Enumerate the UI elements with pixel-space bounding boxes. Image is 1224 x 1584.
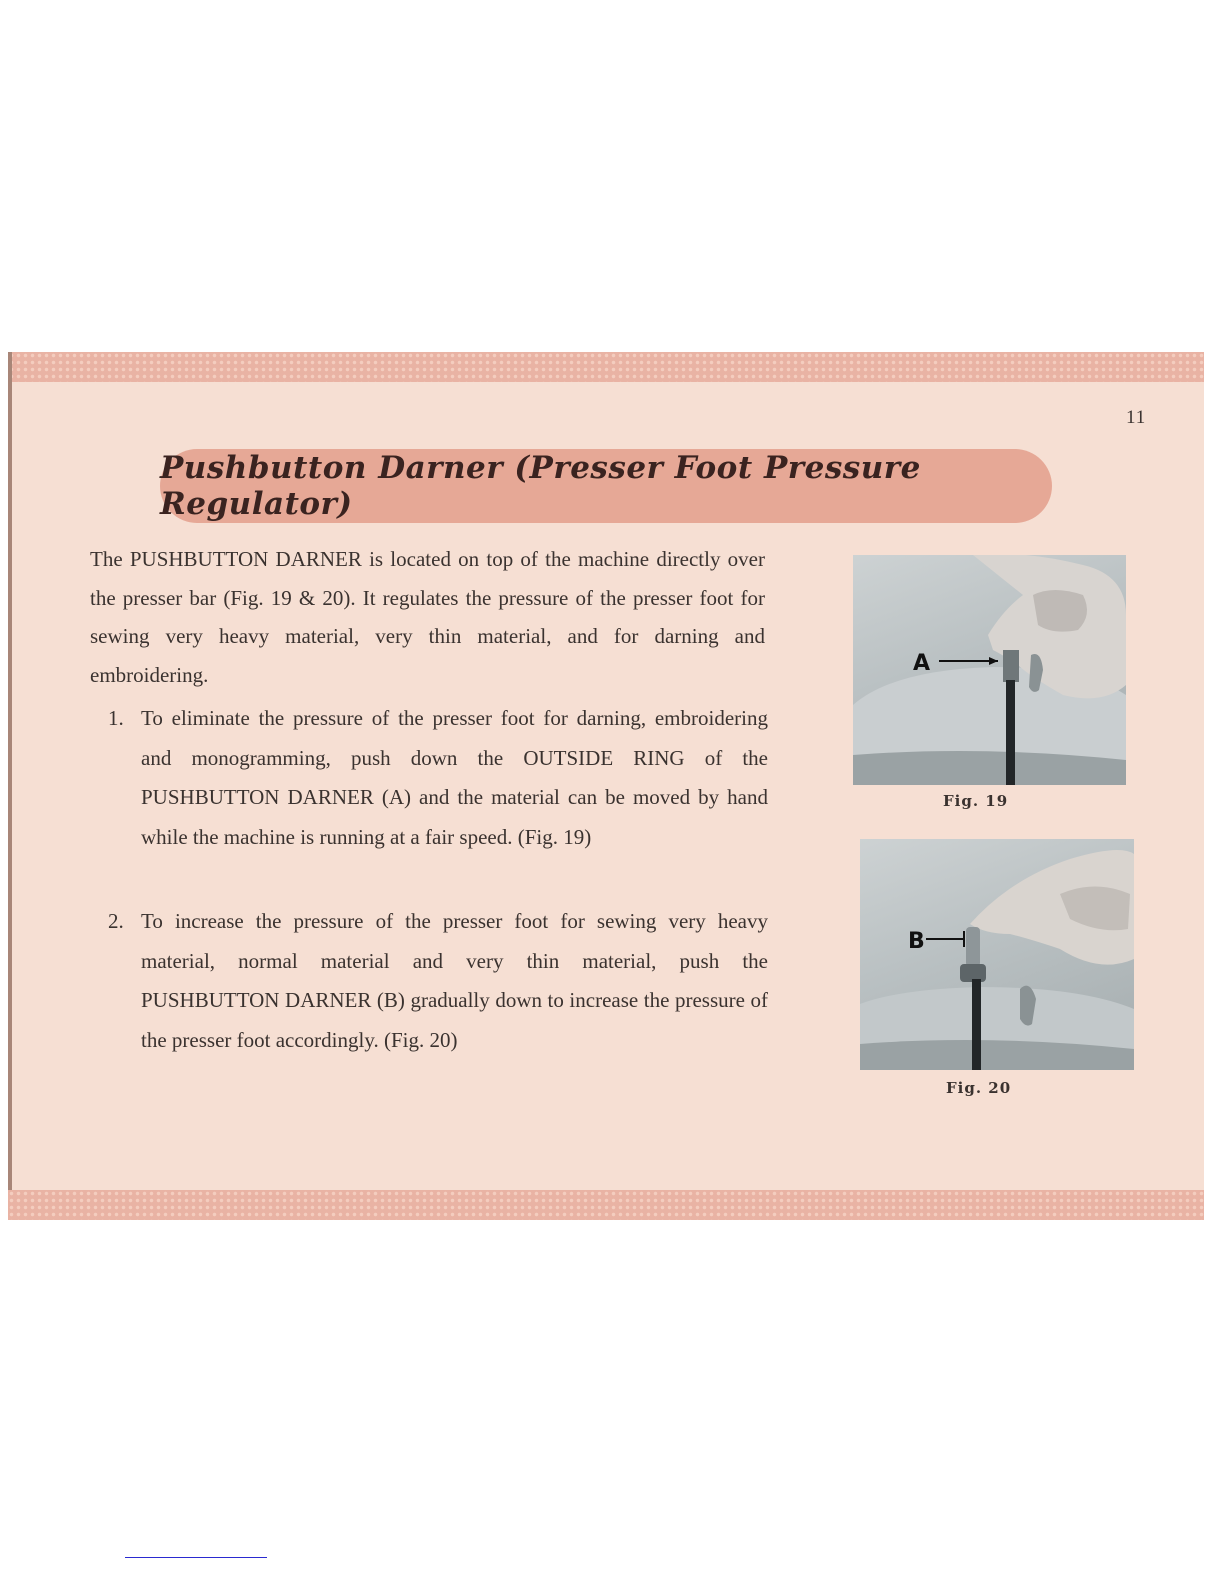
top-decorative-band: [8, 352, 1204, 382]
figure-20-caption: Fig. 20: [946, 1079, 1012, 1097]
figure-19-caption: Fig. 19: [943, 792, 1009, 810]
step-text: To eliminate the pressure of the presser foot for darning, embroidering and monogramming, push down the OUTSIDE RING of the PUSHBUTTON DARNER (A) and the material can be moved by hand while the machine is running at a fair speed. (Fig. 19): [141, 706, 768, 849]
instruction-step-2: [108, 902, 768, 1060]
figure-20-photo: [860, 839, 1134, 1070]
step-text: To increase the pressure of the presser foot for sewing very heavy material, normal material and very thin material, push the PUSHBUTTON DARNER (B) gradually down to increase the pressure of the presser foot accordingly. (Fig. 20): [141, 909, 768, 1052]
pushbutton-darner-photo-b: [860, 839, 1134, 1070]
title-banner: [160, 449, 1052, 523]
page-title: Pushbutton Darner (Presser Foot Pressure Regulator): [160, 450, 921, 522]
figure-19-photo: [853, 555, 1126, 785]
pushbutton-darner-photo-a: [853, 555, 1126, 785]
figure-label-b: B: [908, 929, 925, 954]
manual-page: [8, 352, 1204, 1220]
page-number: 11: [1126, 407, 1147, 428]
step-number: 2.: [108, 909, 124, 933]
intro-paragraph: The PUSHBUTTON DARNER is located on top of the machine directly over the presser bar (Fig. 19 & 20). It regulates the pressure of the presser foot for sewing very heavy material, very thin material, and for darning and embroidering.: [90, 547, 765, 687]
step-number: 1.: [108, 706, 124, 730]
footer-link-underline[interactable]: [125, 1557, 267, 1558]
page-left-edge: [8, 352, 12, 1220]
instruction-step-1: [108, 699, 768, 857]
bottom-decorative-band: [8, 1190, 1204, 1220]
figure-label-a: A: [913, 651, 931, 676]
